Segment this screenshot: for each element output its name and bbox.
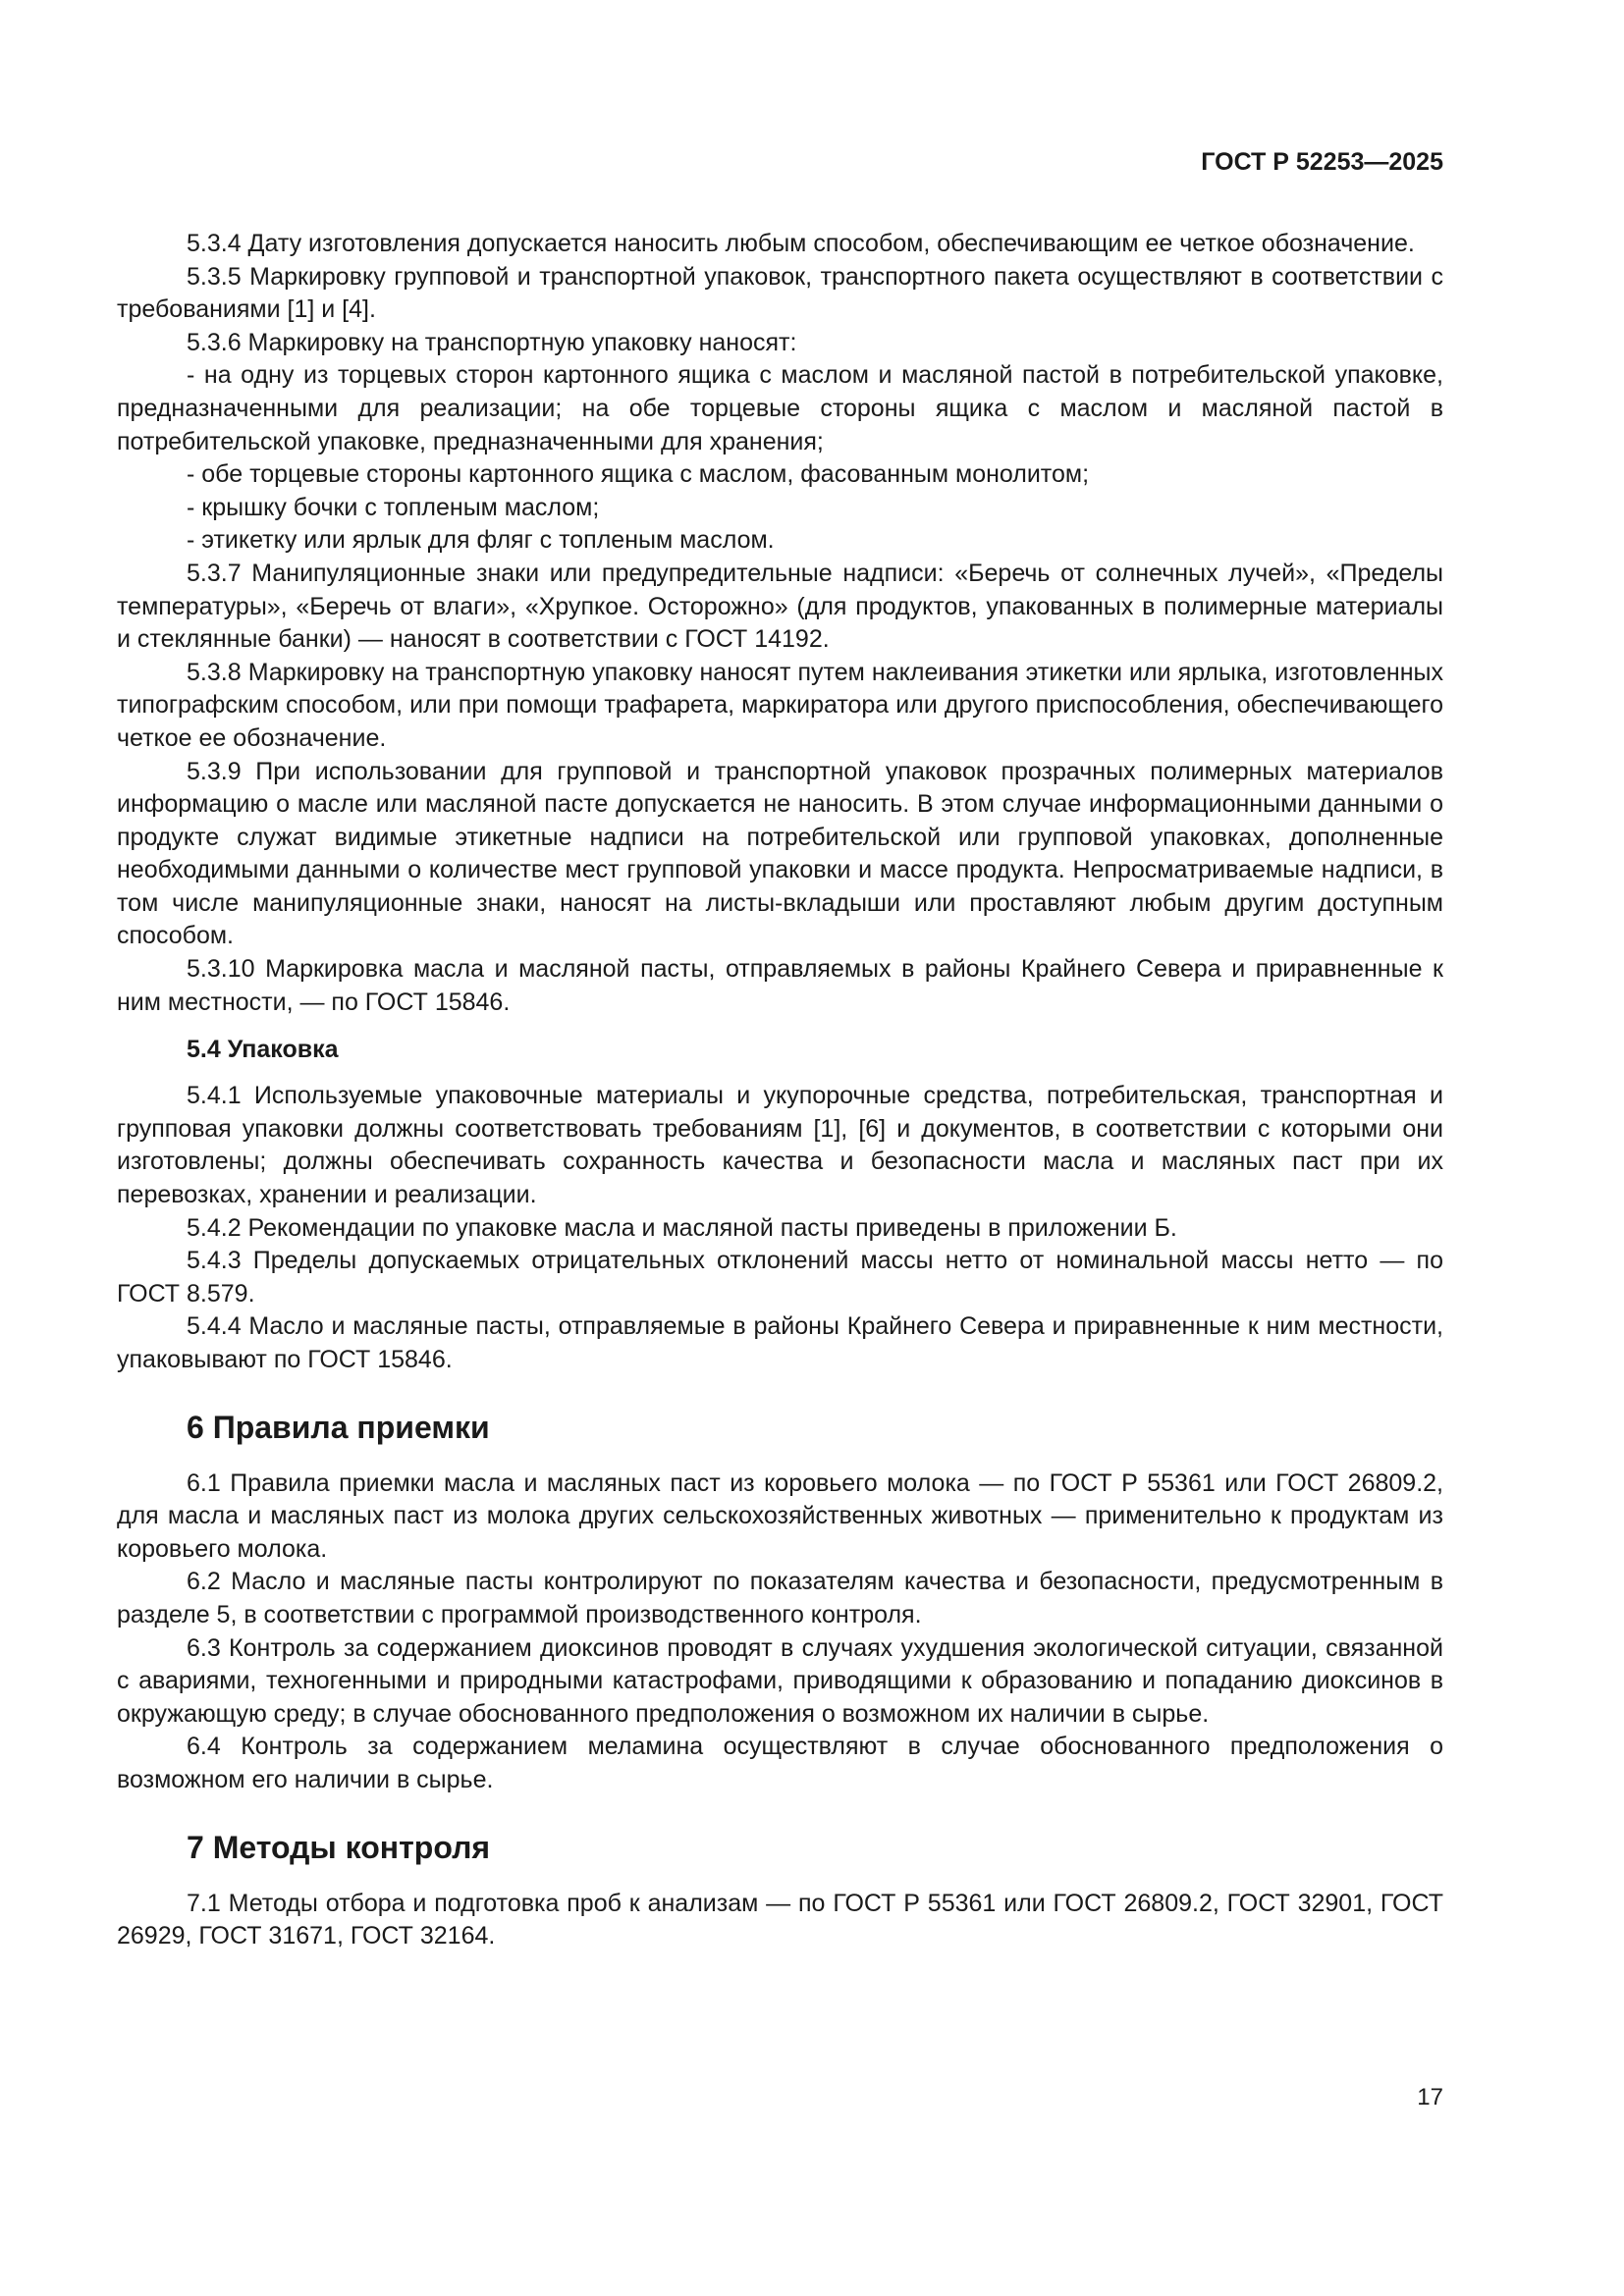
paragraph-5-3-8: 5.3.8 Маркировку на транспортную упаковку наносят путем наклеивания этикетки или ярлыка, изготовленных типографским способом, или при помощи трафарета, маркиратора или другого приспособления, обеспечивающего четкое ее обозначение. <box>117 658 1443 752</box>
document-body <box>117 228 1443 1953</box>
paragraph-5-3-7: 5.3.7 Манипуляционные знаки или предупредительные надписи: «Беречь от солнечных лучей», «Пределы температуры», «Беречь от влаги», «Хрупкое. Осторожно» (для продуктов, упакованных в полимерные материалы и стеклянные банки) — наносят в соответствии с ГОСТ 14192. <box>117 559 1443 654</box>
paragraph-5-3-6: 5.3.6 Маркировку на транспортную упаковку наносят: <box>187 328 797 356</box>
page-number: 17 <box>1417 2084 1443 2110</box>
list-item-barrel-lid: - крышку бочки с топленым маслом; <box>187 493 600 521</box>
paragraph-7-1: 7.1 Методы отбора и подготовка проб к анализам — по ГОСТ Р 55361 или ГОСТ 26809.2, ГОСТ 32901, ГОСТ 26929, ГОСТ 31671, ГОСТ 32164. <box>117 1889 1443 1950</box>
paragraph-6-4: 6.4 Контроль за содержанием меламина осуществляют в случае обоснованного предположения о возможном его наличии в сырье. <box>117 1733 1443 1793</box>
list-item-label: - этикетку или ярлык для фляг с топленым маслом. <box>187 526 775 555</box>
section-5-4-heading: 5.4 Упаковка <box>187 1036 339 1064</box>
paragraph-5-3-4: 5.3.4 Дату изготовления допускается наносить любым способом, обеспечивающим ее четкое обозначение. <box>187 230 1415 257</box>
paragraph-5-4-4: 5.4.4 Масло и масляные пасты, отправляемые в районы Крайнего Севера и приравненные к ним местности, упаковывают по ГОСТ 15846. <box>117 1312 1443 1373</box>
standard-code: ГОСТ Р 52253—2025 <box>1201 148 1443 176</box>
paragraph-5-4-3: 5.4.3 Пределы допускаемых отрицательных отклонений массы нетто от номинальной массы нетто — по ГОСТ 8.579. <box>117 1247 1443 1308</box>
section-6-heading: 6 Правила приемки <box>187 1409 490 1445</box>
paragraph-5-3-9: 5.3.9 При использовании для групповой и транспортной упаковок прозрачных полимерных материалов информацию о масле или масляной пасте допускается не наносить. В этом случае информационными данными о продукте служат видимые этикетные надписи на потребительской или групповой упаковках, дополненные необходимыми данными о количестве мест групповой упаковки и массе продукта. Непросматриваемые надписи, в том числе манипуляционные знаки, наносят на листы-вкладыши или проставляют любым другим доступным способом. <box>117 757 1443 950</box>
list-item-both-sides: - обе торцевые стороны картонного ящика с маслом, фасованным монолитом; <box>187 460 1090 489</box>
paragraph-5-4-2: 5.4.2 Рекомендации по упаковке масла и масляной пасты приведены в приложении Б. <box>187 1213 1177 1242</box>
paragraph-5-4-1: 5.4.1 Используемые упаковочные материалы и укупорочные средства, потребительская, транспортная и групповая упаковки должны соответствовать требованиям [1], [6] и документов, в соответствии с которыми они изготовлены; должны обеспечивать сохранность качества и безопасности масла и масляных паст при их перевозках, хранении и реализации. <box>117 1082 1443 1209</box>
paragraph-6-2: 6.2 Масло и масляные пасты контролируют по показателям качества и безопасности, предусмотренным в разделе 5, в соответствии с программой производственного контроля. <box>117 1568 1443 1629</box>
list-item-end-side: - на одну из торцевых сторон картонного ящика с маслом и масляной пастой в потребительской упаковке, предназначенными для реализации; на обе торцевые стороны ящика с маслом и масляной пастой в потребительской упаковке, предназначенными для хранения; <box>117 361 1443 455</box>
paragraph-5-3-10: 5.3.10 Маркировка масла и масляной пасты, отправляемых в районы Крайнего Севера и приравненные к ним местности, — по ГОСТ 15846. <box>117 955 1443 1016</box>
paragraph-6-3: 6.3 Контроль за содержанием диоксинов проводят в случаях ухудшения экологической ситуации, связанной с авариями, техногенными и природными катастрофами, приводящими к образованию и попаданию диоксинов в окружающую среду; в случае обоснованного предположения о возможном их наличии в сырье. <box>117 1633 1443 1728</box>
section-7-heading: 7 Методы контроля <box>187 1829 491 1865</box>
paragraph-5-3-5: 5.3.5 Маркировку групповой и транспортной упаковок, транспортного пакета осуществляют в соответствии с требованиями [1] и [4]. <box>117 262 1443 324</box>
paragraph-6-1: 6.1 Правила приемки масла и масляных паст из коровьего молока — по ГОСТ Р 55361 или ГОСТ 26809.2, для масла и масляных паст из молока других сельскохозяйственных животных — применительно к продуктам из коровьего молока. <box>117 1468 1443 1563</box>
